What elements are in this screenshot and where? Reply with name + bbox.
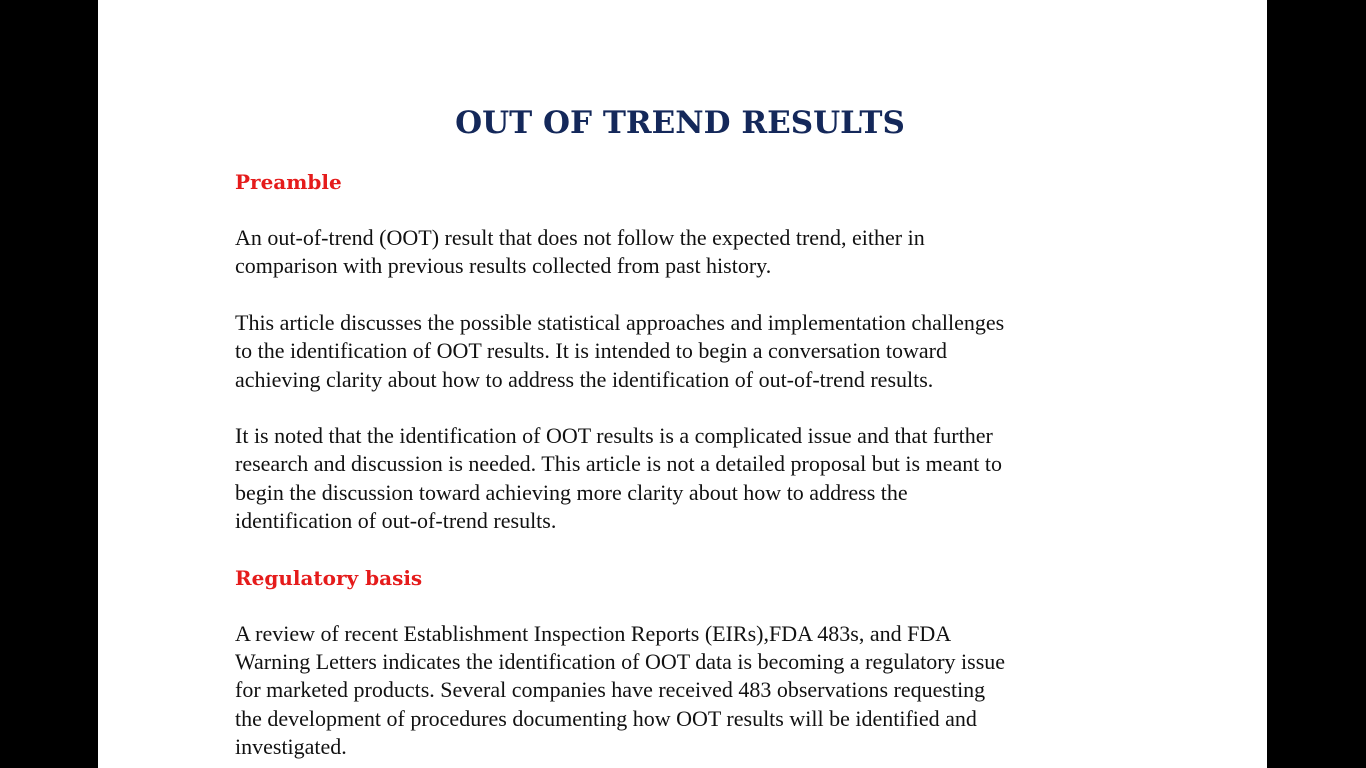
section-heading-preamble: Preamble xyxy=(235,170,342,194)
text-line: comparison with previous results collected from past history. xyxy=(235,253,772,279)
document-page xyxy=(98,0,1267,768)
paragraph-regulatory-review xyxy=(235,620,1135,762)
text-line: the development of procedures documenting how OOT results will be identified and xyxy=(235,705,977,731)
document-title: OUT OF TREND RESULTS xyxy=(455,105,905,141)
paragraph-oot-definition xyxy=(235,224,1135,281)
text-line: A review of recent Establishment Inspection Reports (EIRs),FDA 483s, and FDA xyxy=(235,620,952,646)
text-line: to the identification of OOT results. It is intended to begin a conversation toward xyxy=(235,338,947,364)
text-line: It is noted that the identification of OOT results is a complicated issue and that further xyxy=(235,423,993,449)
text-line: achieving clarity about how to address the identification of out-of-trend results. xyxy=(235,366,934,392)
text-line: An out-of-trend (OOT) result that does not follow the expected trend, either in xyxy=(235,225,925,250)
paragraph-article-purpose xyxy=(235,309,1135,394)
text-line: Warning Letters indicates the identification of OOT data is becoming a regulatory issue xyxy=(235,649,1006,675)
text-line: for marketed products. Several companies have received 483 observations requesting xyxy=(235,677,986,703)
text-line: research and discussion is needed. This article is not a detailed proposal but is meant to xyxy=(235,451,1002,477)
document-content xyxy=(235,100,1135,762)
section-heading-regulatory-basis: Regulatory basis xyxy=(235,565,423,590)
paragraph-complicated-issue xyxy=(235,422,1135,536)
text-line: This article discusses the possible statistical approaches and implementation challenges xyxy=(235,309,1005,335)
text-line: identification of out-of-trend results. xyxy=(235,508,557,534)
text-line: investigated. xyxy=(235,734,347,760)
text-line: begin the discussion toward achieving more clarity about how to address the xyxy=(235,479,908,505)
